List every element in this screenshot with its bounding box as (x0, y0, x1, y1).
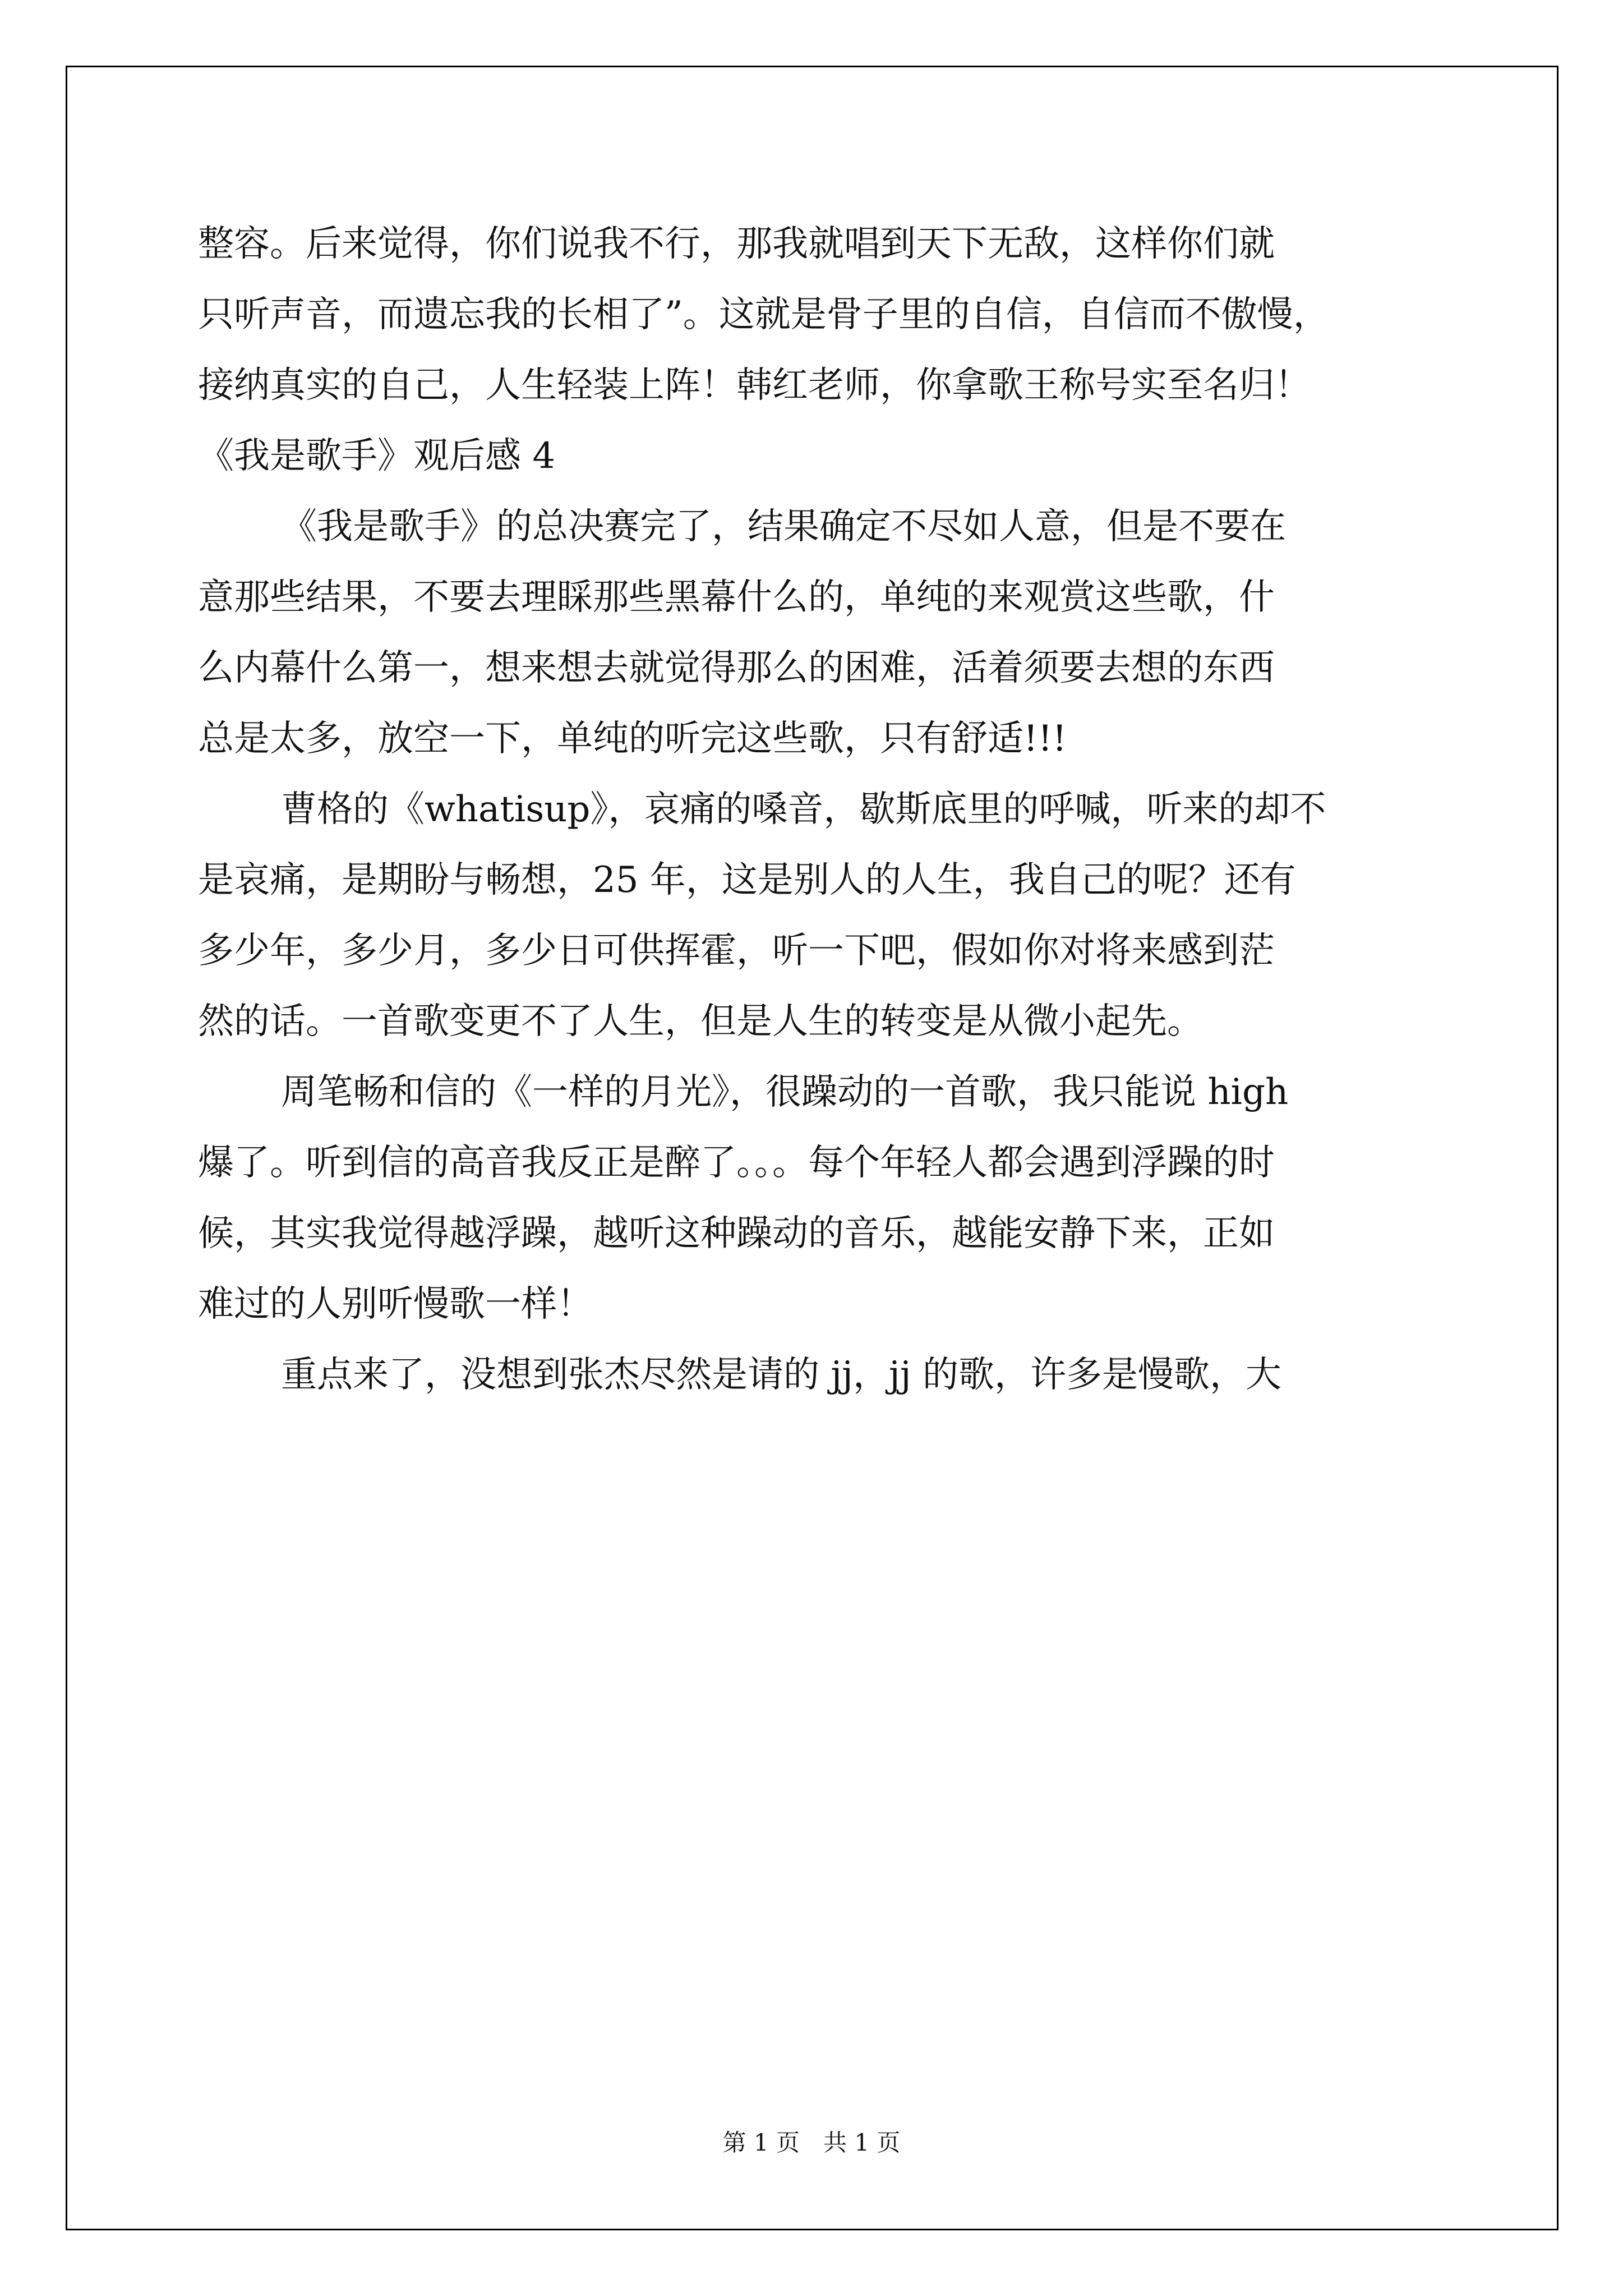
page-footer: 第 1 页 共 1 页 (722, 2129, 901, 2156)
body-line: 爆了。听到信的高音我反正是醉了。。。每个年轻人都会遇到浮躁的时 (198, 1142, 1275, 1184)
body-line: 多少年，多少月，多少日可供挥霍，听一下吧，假如你对将来感到茫 (198, 930, 1275, 972)
body-line: 是哀痛，是期盼与畅想，25 年，这是别人的人生，我自己的呢？还有 (198, 859, 1296, 901)
body-line: 么内幕什么第一，想来想去就觉得那么的困难，活着须要去想的东西 (198, 647, 1275, 689)
body-line: 然的话。一首歌变更不了人生，但是人生的转变是从微小起先。 (198, 1001, 1203, 1042)
body-line: 《我是歌手》的总决赛完了，结果确定不尽如人意，但是不要在 (281, 506, 1286, 547)
body-line: 候，其实我觉得越浮躁，越听这种躁动的音乐，越能安静下来，正如 (198, 1213, 1275, 1254)
body-line: 难过的人别听慢歌一样！ (198, 1283, 593, 1325)
section-heading: 《我是歌手》观后感 4 (198, 435, 556, 477)
body-line: 曹格的《whatisup》，哀痛的嗓音，歇斯底里的呼喊，听来的却不 (281, 789, 1326, 830)
body-line: 整容。后来觉得，你们说我不行，那我就唱到天下无敌，这样你们就 (198, 223, 1275, 265)
body-line: 意那些结果，不要去理睬那些黑幕什么的，单纯的来观赏这些歌，什 (198, 577, 1275, 618)
body-line: 周笔畅和信的《一样的月光》，很躁动的一首歌，我只能说 high (281, 1071, 1289, 1113)
body-line: 重点来了，没想到张杰尽然是请的 jj，jj 的歌，许多是慢歌，大 (281, 1354, 1282, 1396)
body-line: 只听声音，而遗忘我的长相了”。这就是骨子里的自信，自信而不傲慢， (198, 294, 1329, 335)
body-line: 总是太多，放空一下，单纯的听完这些歌，只有舒适!!! (198, 718, 1067, 760)
body-line: 接纳真实的自己，人生轻装上阵！韩红老师，你拿歌王称号实至名归！ (198, 365, 1311, 406)
